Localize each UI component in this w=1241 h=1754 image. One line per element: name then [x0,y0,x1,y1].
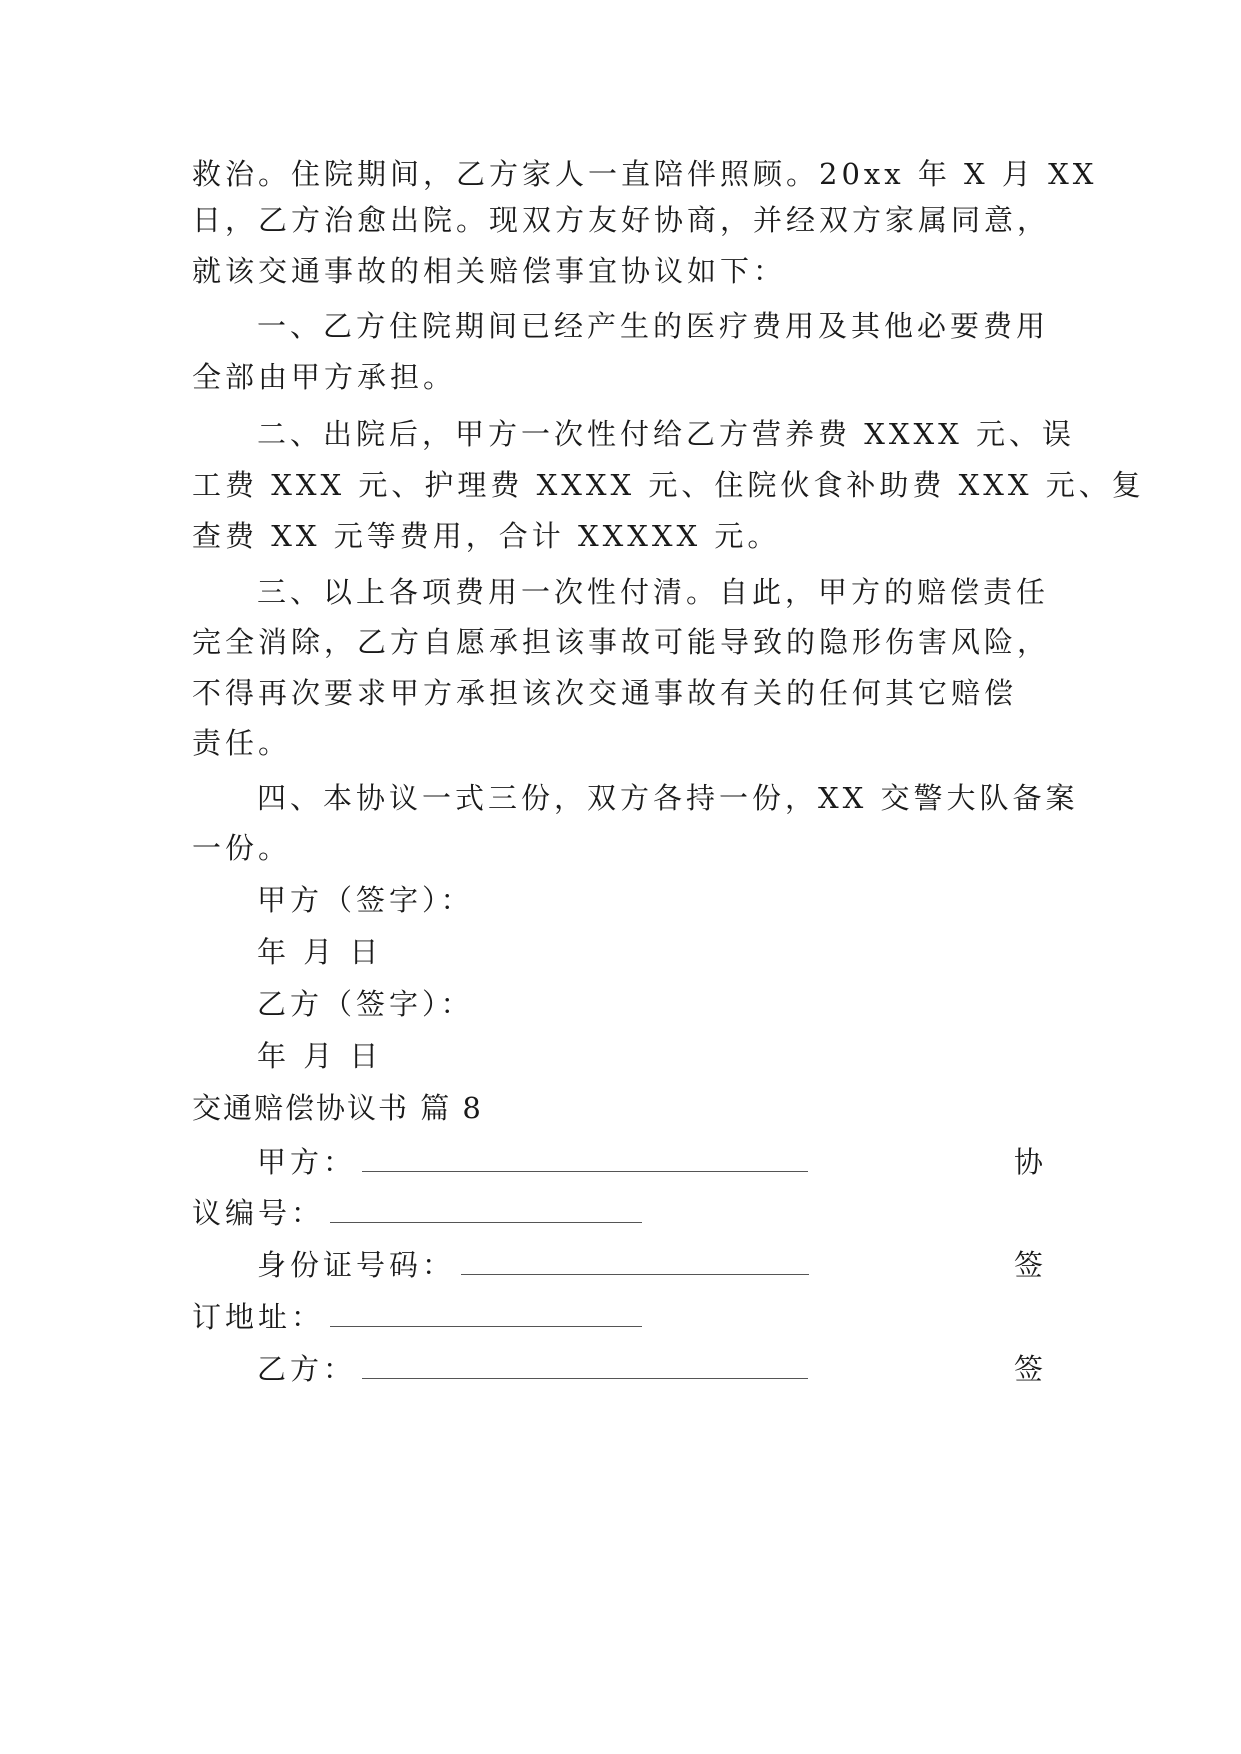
party-b-blank [362,1354,808,1379]
paragraph-line: 工费 XXX 元、护理费 XXXX 元、住院伙食补助费 XXX 元、复 [192,468,1145,502]
id-blank [461,1250,809,1275]
paragraph-line: 日，乙方治愈出院。现双方友好协商，并经双方家属同意， [192,203,1051,237]
clause-one-line: 一、乙方住院期间已经产生的医疗费用及其他必要费用 [257,309,1050,343]
clause-two-line: 二、出院后，甲方一次性付给乙方营养费 XXXX 元、误 [257,417,1076,451]
party-a-blank [362,1147,808,1172]
paragraph-line: 完全消除，乙方自愿承担该事故可能导致的隐形伤害风险， [192,625,1051,659]
sign-place-label: 订地址： [192,1300,325,1334]
party-a-signature-label: 甲方（签字）： [257,883,474,917]
paragraph-line: 救治。住院期间，乙方家人一直陪伴照顾。20xx 年 X 月 XX [192,157,1098,191]
paragraph-line: 全部由甲方承担。 [192,360,457,394]
party-b-date-label: 年 月 日 [257,1039,383,1073]
paragraph-line: 责任。 [192,726,292,760]
agreement-no-label: 议编号： [192,1196,325,1230]
agreement-no-label-start: 协 [1014,1145,1044,1179]
paragraph-line: 查费 XX 元等费用，合计 XXXXX 元。 [192,519,781,553]
section-title: 交通赔偿协议书 篇 8 [192,1091,483,1125]
party-a-field-row [257,1142,808,1182]
paragraph-line: 一份。 [192,831,292,865]
agreement-no-blank [330,1198,642,1223]
party-b-signature-label: 乙方（签字）： [257,987,474,1021]
party-a-date-label: 年 月 日 [257,935,383,969]
party-b-label: 乙方： [257,1352,357,1386]
paragraph-line: 就该交通事故的相关赔偿事宜协议如下： [192,254,787,288]
id-field-row [257,1245,809,1285]
sign-place-blank [330,1302,642,1327]
clause-four-line: 四、本协议一式三份，双方各持一份，XX 交警大队备案 [257,781,1079,815]
clause-three-line: 三、以上各项费用一次性付清。自此，甲方的赔偿责任 [257,575,1050,609]
party-b-field-row [257,1349,808,1389]
id-label: 身份证号码： [257,1248,456,1282]
party-a-label: 甲方： [257,1145,357,1179]
paragraph-line: 不得再次要求甲方承担该次交通事故有关的任何其它赔偿 [192,676,1018,710]
party-b-trailing-label: 签 [1014,1352,1044,1386]
agreement-no-field-row [192,1193,642,1233]
sign-place-label-start: 签 [1014,1248,1044,1282]
sign-place-field-row [192,1297,642,1337]
